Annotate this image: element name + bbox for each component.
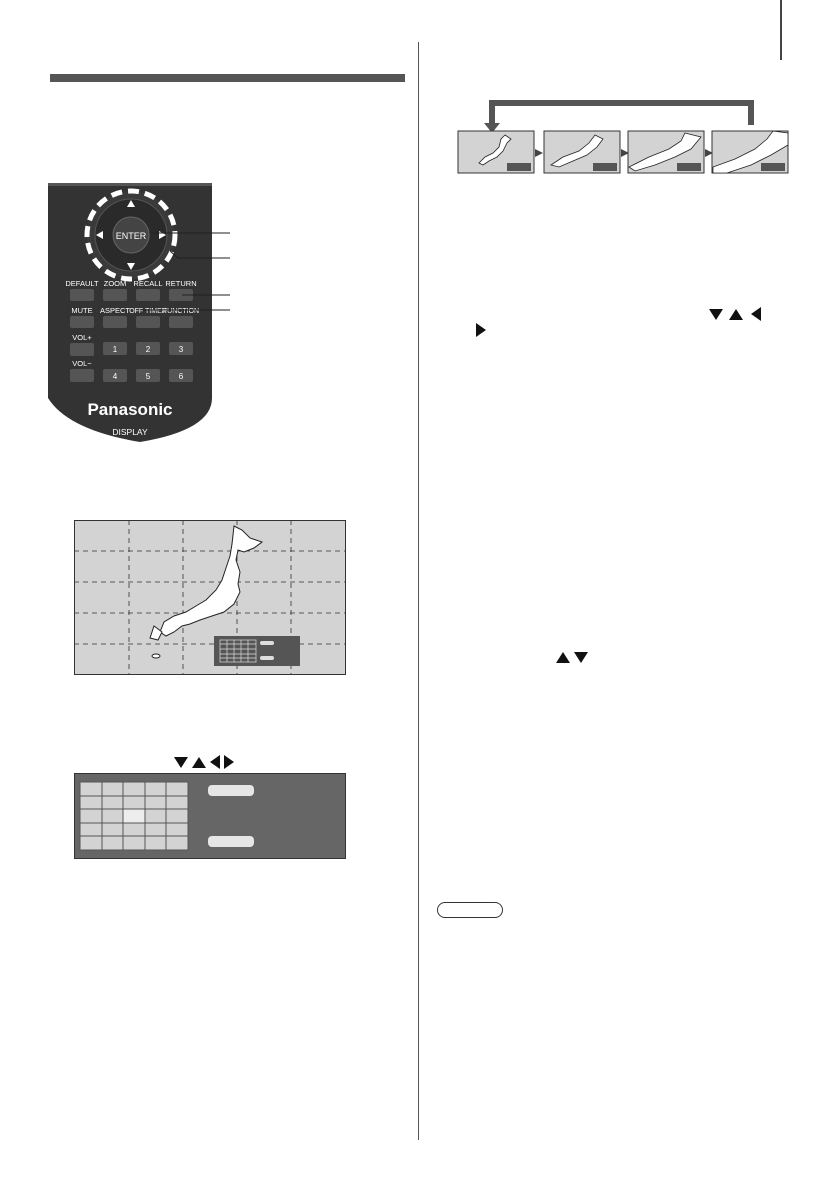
vol-plus-button[interactable] bbox=[70, 343, 94, 356]
return-label: RETURN bbox=[165, 279, 197, 288]
triangle-up-icon bbox=[192, 757, 206, 768]
enter-label: ENTER bbox=[115, 231, 147, 241]
zoom-step-1 bbox=[458, 131, 534, 173]
section-heading-rule bbox=[50, 74, 405, 82]
loop-back-arrow bbox=[492, 103, 751, 125]
zoom-grid-osd-panel bbox=[74, 773, 346, 859]
selected-zoom-cell[interactable] bbox=[123, 809, 145, 823]
column-divider bbox=[418, 42, 419, 1140]
vol-plus-label: VOL+ bbox=[72, 333, 92, 342]
triangle-up-icon bbox=[556, 652, 570, 663]
triangle-right-icon bbox=[224, 755, 234, 769]
number-6-label: 6 bbox=[178, 372, 184, 381]
vol-minus-button[interactable] bbox=[70, 369, 94, 382]
number-2-label: 2 bbox=[145, 345, 151, 354]
triangle-down-icon bbox=[709, 309, 723, 320]
aspect-label: ASPECT bbox=[99, 306, 131, 315]
triangle-left-icon bbox=[751, 307, 761, 321]
zoom-step-3 bbox=[628, 131, 704, 173]
brand-logo: Panasonic bbox=[87, 400, 173, 419]
zoom-step-2 bbox=[544, 131, 620, 173]
triangle-down-icon bbox=[174, 757, 188, 768]
default-label: DEFAULT bbox=[65, 279, 99, 288]
zoom-area-grid bbox=[80, 782, 188, 850]
zoom-map-panel bbox=[74, 520, 346, 675]
vol-minus-label: VOL− bbox=[72, 359, 92, 368]
crop-mark bbox=[780, 0, 782, 60]
function-label: FUNCTION bbox=[162, 308, 200, 315]
arrow-keys-group-left bbox=[172, 754, 242, 770]
arrow-keys-group-right-b bbox=[474, 322, 490, 338]
zoom-sequence-diagram bbox=[455, 95, 800, 177]
zoom-label: ZOOM bbox=[103, 279, 127, 288]
zoom-step-4 bbox=[712, 131, 788, 173]
number-1-label: 1 bbox=[112, 345, 118, 354]
note-badge bbox=[437, 902, 503, 918]
arrow-keys-group-right-c bbox=[554, 649, 594, 665]
number-5-label: 5 bbox=[145, 372, 151, 381]
off-timer-label: OFF TIMER bbox=[129, 308, 167, 315]
remote-subtitle: DISPLAY bbox=[112, 427, 148, 437]
triangle-down-icon bbox=[574, 652, 588, 663]
number-4-label: 4 bbox=[112, 372, 118, 381]
default-button[interactable] bbox=[70, 289, 94, 301]
triangle-right-icon bbox=[476, 323, 486, 337]
recall-label: RECALL bbox=[133, 279, 163, 288]
aspect-button[interactable] bbox=[103, 316, 127, 328]
mute-label: MUTE bbox=[71, 306, 93, 315]
callout-lines bbox=[140, 225, 232, 320]
mute-button[interactable] bbox=[70, 316, 94, 328]
number-3-label: 3 bbox=[178, 345, 184, 354]
osd-button-bottom[interactable] bbox=[208, 836, 254, 847]
zoom-button[interactable] bbox=[103, 289, 127, 301]
osd-button-top[interactable] bbox=[208, 785, 254, 796]
triangle-up-icon bbox=[729, 309, 743, 320]
arrow-right-icon bbox=[535, 149, 543, 157]
triangle-left-icon bbox=[210, 755, 220, 769]
arrow-keys-group-right-a bbox=[707, 306, 777, 322]
